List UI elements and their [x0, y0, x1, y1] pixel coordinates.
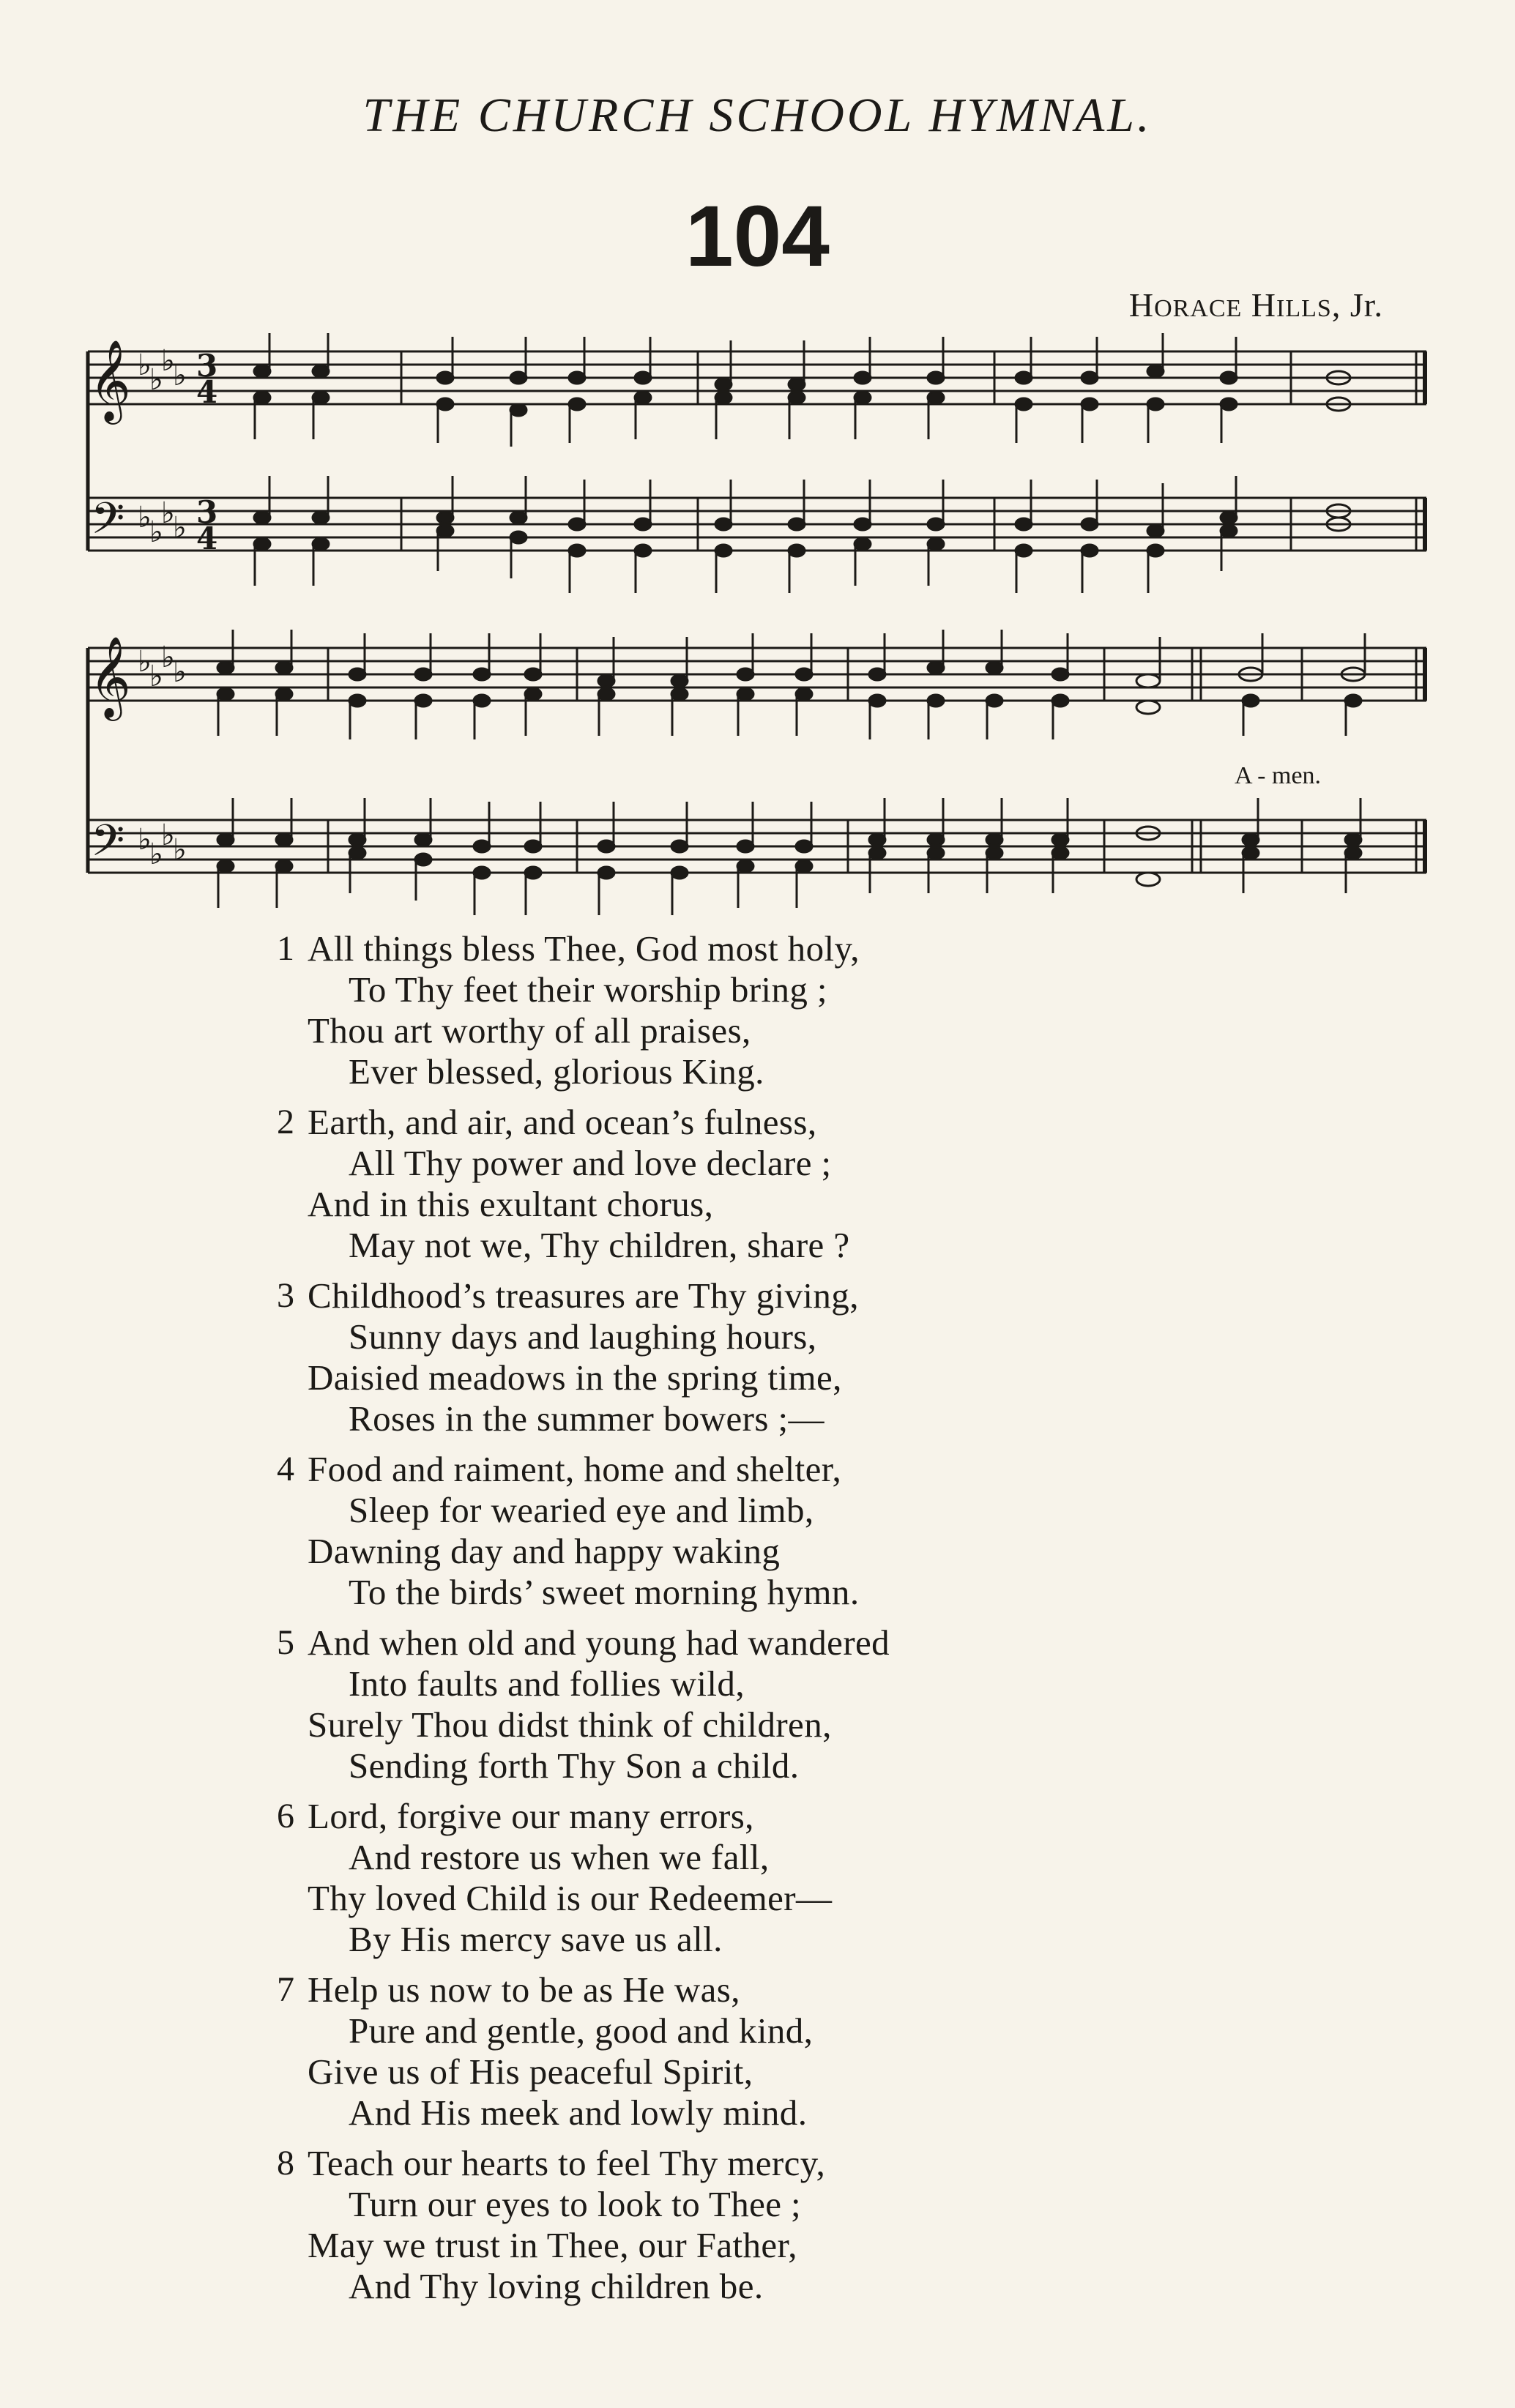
verse-number: 1	[277, 929, 294, 968]
verse-line: Earth, and air, and ocean’s fulness,	[308, 1102, 817, 1142]
verse-line: Daisied meadows in the spring time,	[308, 1357, 842, 1398]
key-signature-2	[138, 641, 187, 871]
composer-last-initial: H	[1251, 286, 1277, 324]
verse-line: Help us now to be as He was,	[308, 1969, 740, 2010]
hymn-number: 104	[685, 188, 830, 285]
verse-number: 4	[277, 1450, 294, 1488]
running-header: THE CHURCH SCHOOL HYMNAL.	[362, 89, 1153, 142]
verse	[277, 1969, 1479, 2133]
verse-number: 6	[277, 1797, 294, 1835]
svg-text:♭: ♭	[161, 496, 175, 530]
verse	[277, 1796, 1479, 1960]
verse-line: May not we, Thy children, share ?	[349, 1225, 850, 1265]
key-signature-1	[138, 344, 187, 549]
verse-line: To the birds’ sweet morning hymn.	[349, 1572, 860, 1612]
svg-text:♭: ♭	[149, 515, 163, 549]
verse-line: And Thy loving children be.	[349, 2266, 764, 2306]
music-system-1	[79, 329, 1434, 637]
time-signature-1	[196, 348, 217, 556]
svg-text:♭: ♭	[138, 645, 152, 679]
verse-line: Lord, forgive our many errors,	[308, 1796, 754, 1836]
svg-text:♭: ♭	[138, 348, 152, 382]
barlines-1	[401, 351, 1425, 551]
hymn-verses	[277, 928, 1479, 2316]
svg-text:4: 4	[196, 374, 218, 410]
verse	[277, 2143, 1479, 2307]
verse-line: Sleep for wearied eye and limb,	[349, 1490, 814, 1530]
verse-line: Surely Thou didst think of children,	[308, 1704, 832, 1745]
music-notation-2	[79, 626, 1434, 933]
composer-last-rest: ILLS	[1276, 295, 1332, 322]
composer-first-rest: ORACE	[1154, 295, 1243, 322]
verse-number: 8	[277, 2144, 294, 2183]
verse-line: Into faults and follies wild,	[349, 1663, 745, 1704]
verse-line: And in this exultant chorus,	[308, 1184, 714, 1224]
verse	[277, 928, 1479, 1092]
bass-staff-1	[88, 498, 1426, 551]
verse-line: Give us of His peaceful Spirit,	[308, 2051, 753, 2092]
bass-clef-2: 𝄢	[91, 815, 125, 876]
svg-text:♭: ♭	[149, 660, 163, 693]
svg-text:♭: ♭	[138, 501, 152, 534]
svg-text:♭: ♭	[149, 838, 163, 871]
verse	[277, 1449, 1479, 1613]
composer-suffix: , Jr.	[1331, 286, 1383, 324]
svg-text:♭: ♭	[138, 823, 152, 857]
treble-clef-2: 𝄞	[89, 635, 131, 717]
svg-text:♭: ♭	[173, 511, 187, 545]
verse-line: Teach our hearts to feel Thy mercy,	[308, 2143, 826, 2183]
verse	[277, 1622, 1479, 1786]
svg-text:4: 4	[196, 521, 218, 556]
music-system-2	[79, 626, 1434, 933]
amen-label: A - men.	[1235, 762, 1322, 789]
verse-line: Thou art worthy of all praises,	[308, 1010, 751, 1051]
verse-line: All things bless Thee, God most holy,	[308, 928, 860, 969]
verse-line: Pure and gentle, good and kind,	[349, 2010, 814, 2051]
svg-text:3: 3	[196, 348, 218, 384]
verse	[277, 1275, 1479, 1439]
svg-text:♭: ♭	[161, 641, 175, 674]
verse-line: All Thy power and love declare ;	[349, 1143, 832, 1183]
verse-line: May we trust in Thee, our Father,	[308, 2225, 797, 2265]
verse-line: Childhood’s treasures are Thy giving,	[308, 1275, 859, 1316]
composer-credit	[1129, 286, 1383, 324]
verse-line: Ever blessed, glorious King.	[349, 1051, 764, 1092]
svg-text:♭: ♭	[161, 819, 175, 852]
composer-first-initial: H	[1128, 286, 1155, 324]
verse-number: 7	[277, 1970, 294, 2009]
svg-text:♭: ♭	[161, 344, 175, 378]
treble-clef-1: 𝄞	[89, 339, 131, 421]
verse-line: To Thy feet their worship bring ;	[349, 969, 827, 1010]
svg-text:♭: ♭	[173, 655, 187, 689]
verse-line: Sunny days and laughing hours,	[349, 1316, 817, 1357]
verse	[277, 1102, 1479, 1266]
verse-line: Roses in the summer bowers ;—	[349, 1398, 824, 1439]
svg-text:♭: ♭	[173, 833, 187, 867]
verse-number: 3	[277, 1276, 294, 1315]
bass-clef-1: 𝄢	[91, 493, 125, 554]
verse-line: By His mercy save us all.	[349, 1919, 723, 1959]
note-heads-1	[254, 365, 1350, 556]
svg-text:3: 3	[196, 494, 218, 530]
verse-line: Thy loved Child is our Redeemer—	[308, 1878, 833, 1918]
verse-line: Sending forth Thy Son a child.	[349, 1745, 800, 1786]
music-notation-1	[79, 329, 1434, 637]
verse-line: And restore us when we fall,	[349, 1837, 770, 1877]
verse-number: 5	[277, 1623, 294, 1662]
verse-number: 2	[277, 1103, 294, 1141]
verse-line: And His meek and lowly mind.	[349, 2092, 808, 2133]
verse-line: Dawning day and happy waking	[308, 1531, 781, 1571]
verse-line: Food and raiment, home and shelter,	[308, 1449, 842, 1489]
verse-line: And when old and young had wandered	[308, 1622, 890, 1663]
svg-text:♭: ♭	[173, 359, 187, 392]
verse-line: Turn our eyes to look to Thee ;	[349, 2184, 802, 2224]
svg-text:♭: ♭	[149, 363, 163, 397]
